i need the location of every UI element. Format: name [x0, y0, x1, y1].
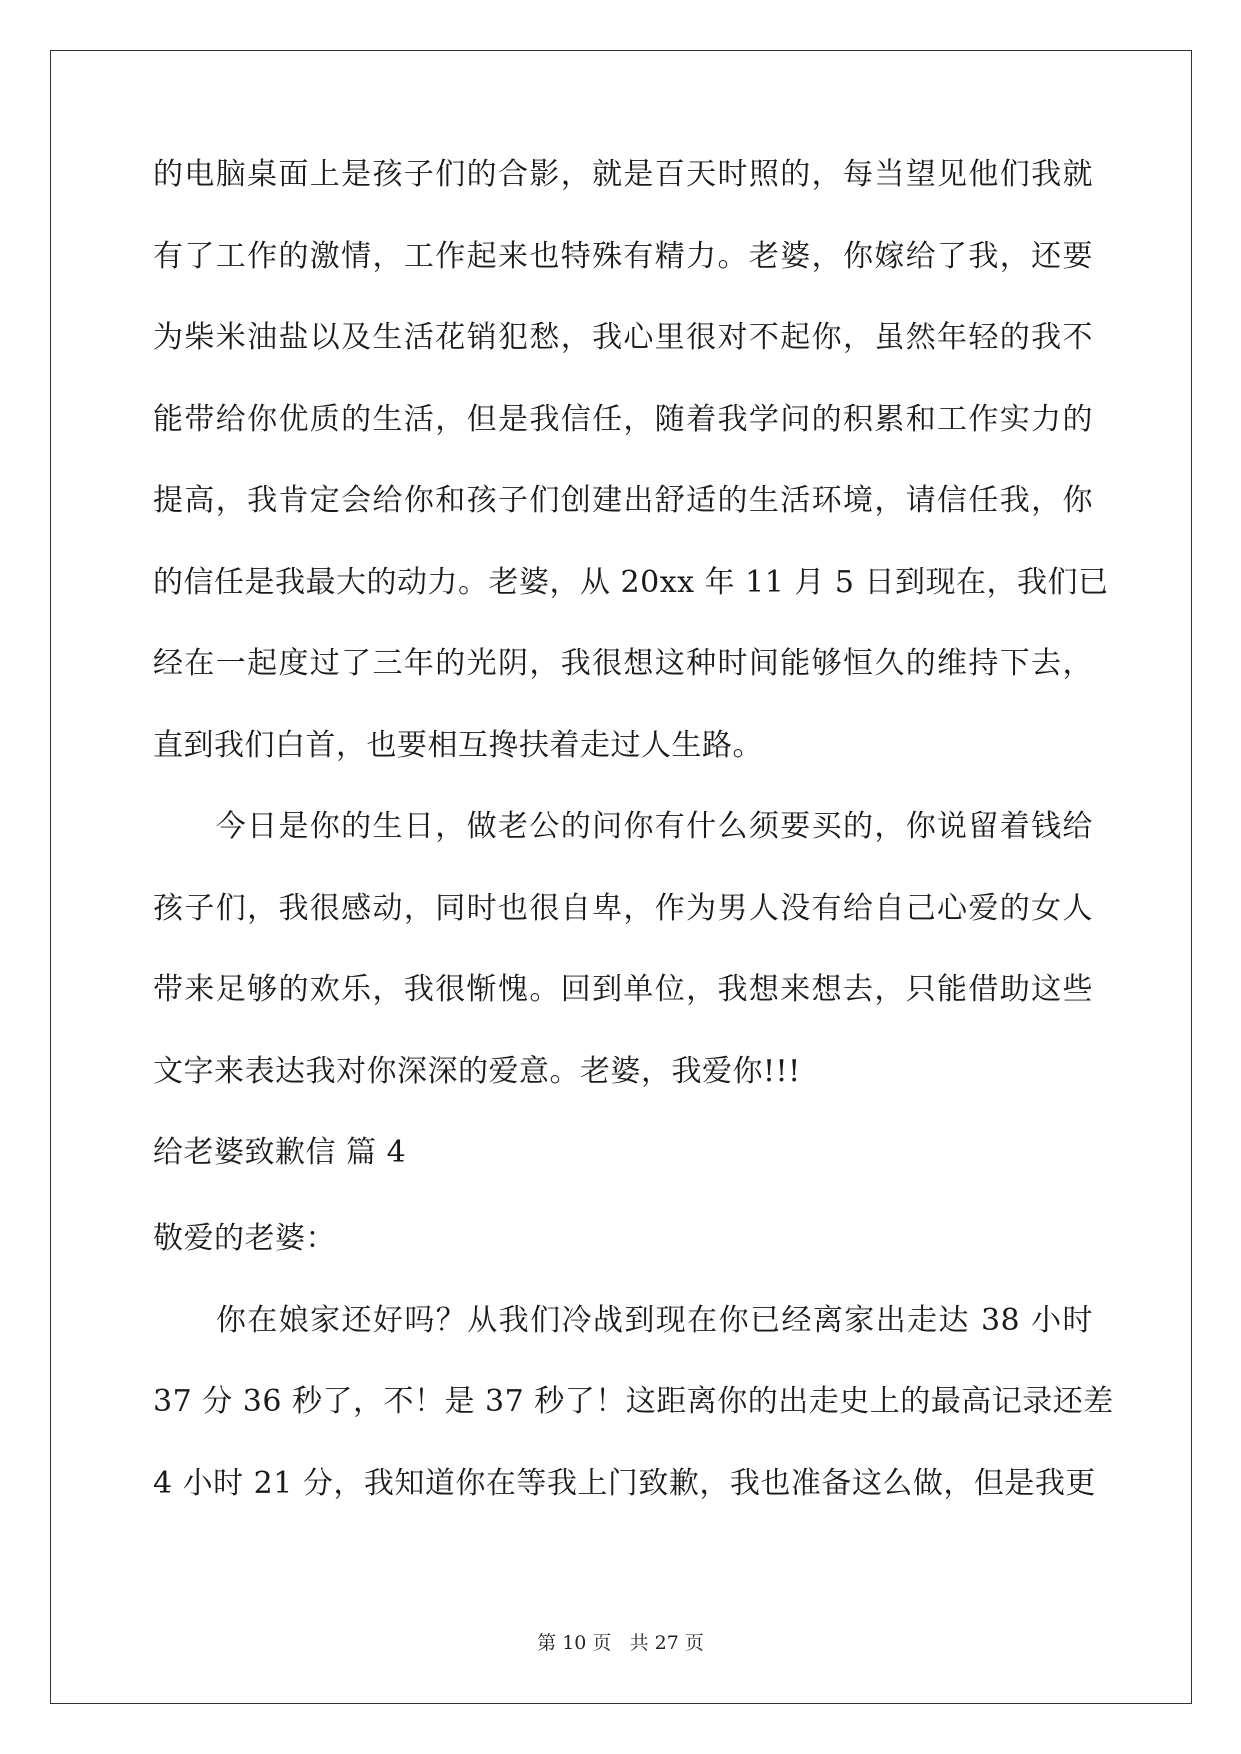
body-line: 今日是你的生日，做老公的问你有什么须要买的，你说留着钱给 — [153, 809, 1093, 844]
current-page-label: 第 10 页 — [537, 1632, 612, 1654]
salutation: 敬爱的老婆： — [153, 1221, 336, 1256]
body-line: 你在娘家还好吗？从我们冷战到现在你已经离家出走达 38 小时 — [153, 1302, 1093, 1338]
body-line: 能带给你优质的生活，但是我信任，随着我学问的积累和工作实力的 — [153, 401, 1093, 437]
body-line: 孩子们，我很感动，同时也很自卑，作为男人没有给自己心爱的女人 — [153, 890, 1093, 926]
document-body — [153, 157, 1114, 1550]
body-line: 有了工作的激情，工作起来也特殊有精力。老婆，你嫁给了我，还要 — [153, 238, 1093, 274]
body-line: 4 小时 21 分，我知道你在等我上门致歉，我也准备这么做，但是我更 — [153, 1465, 1096, 1501]
section-heading: 给老婆致歉信 篇 4 — [153, 1135, 407, 1170]
page-number — [0, 1634, 1241, 1653]
body-line: 为柴米油盐以及生活花销犯愁，我心里很对不起你，虽然年轻的我不 — [153, 320, 1093, 355]
body-line: 直到我们白首，也要相互搀扶着走过人生路。 — [153, 727, 763, 763]
body-line: 的信任是我最大的动力。老婆，从 20xx 年 11 月 5 日到现在，我们已 — [153, 564, 1109, 600]
body-line: 37 分 36 秒了，不！是 37 秒了！这距离你的出走史上的最高记录还差 — [153, 1384, 1114, 1419]
body-line: 的电脑桌面上是孩子们的合影，就是百天时照的，每当望见他们我就 — [153, 157, 1093, 192]
body-line: 文字来表达我对你深深的爱意。老婆，我爱你!!! — [153, 1053, 801, 1089]
body-line: 带来足够的欢乐，我很惭愧。回到单位，我想来想去，只能借助这些 — [153, 972, 1093, 1007]
total-pages-label: 共 27 页 — [629, 1632, 704, 1654]
body-line: 经在一起度过了三年的光阴，我很想这种时间能够恒久的维持下去， — [153, 646, 1093, 681]
body-line: 提高，我肯定会给你和孩子们创建出舒适的生活环境，请信任我，你 — [153, 483, 1093, 518]
